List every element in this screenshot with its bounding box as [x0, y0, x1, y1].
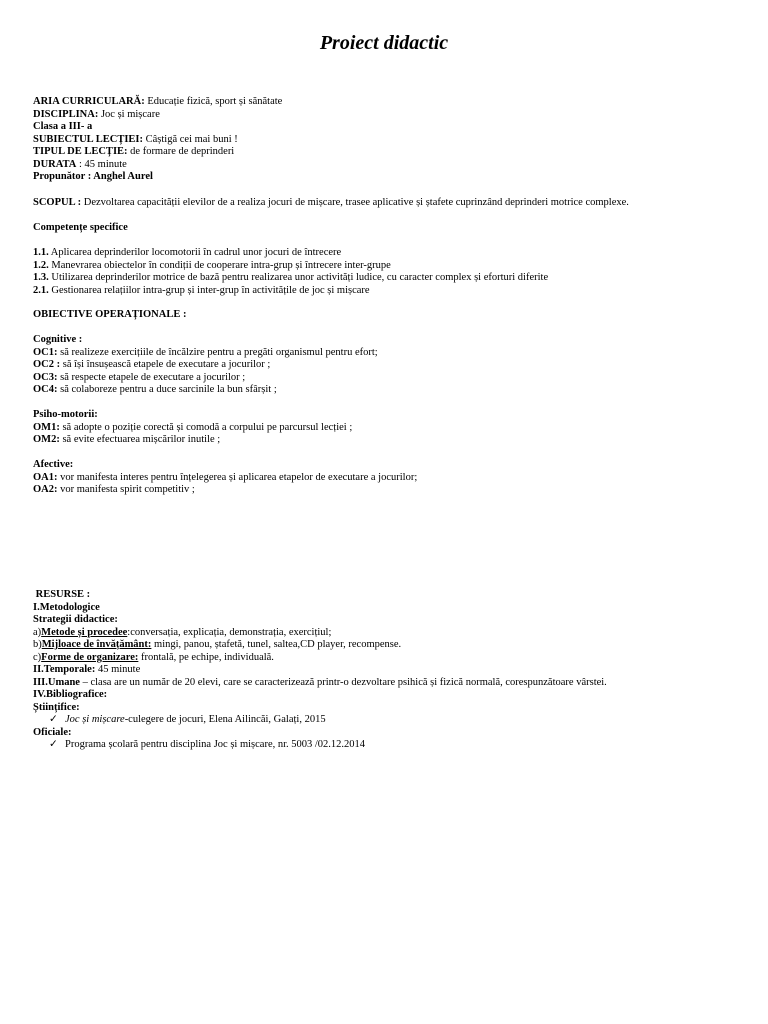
disciplina-line [33, 109, 733, 122]
obiective-block [33, 309, 733, 497]
metode-label: Metode și procedee [41, 626, 128, 638]
obiectiv-code: OA1: [33, 471, 58, 483]
subiect-line [33, 134, 733, 147]
competenta-text: Utilizarea deprinderilor motrice de bază pentru realizarea unor activități ludice, cu caracter complex și eforturi diferite [48, 272, 549, 283]
obiective-heading: OBIECTIVE OPERAȚIONALE : [33, 309, 187, 320]
competenta-item [33, 247, 733, 260]
resurse-heading: RESURSE : [33, 589, 91, 600]
checkmark-icon: ✓ [49, 714, 58, 725]
obiectiv-code: OC2 : [33, 359, 61, 370]
book-details: -culegere de jocuri, Elena Ailincăi, Galați, 2015 [124, 714, 326, 725]
forme-line [33, 652, 733, 665]
psiho-heading: Psiho-motorii: [33, 409, 98, 420]
competenta-code: 1.3. [33, 272, 49, 283]
list-prefix: b) [33, 639, 42, 650]
scopul-label: SCOPUL : [33, 197, 82, 208]
strategii-heading: Strategii didactice: [33, 614, 118, 625]
competenta-text: Manevrarea obiectelor în condiții de cooperare intra-grup și întrecere inter-grupe [48, 259, 391, 271]
obiectiv-text: să respecte etapele de executare a jocurilor ; [57, 371, 246, 383]
obiectiv-text: să colaboreze pentru a duce sarcinile la bun sfârșit ; [57, 384, 277, 395]
competente-block [33, 222, 733, 297]
subiect-label: SUBIECTUL LECȚIEI: [33, 133, 143, 145]
obiectiv-item [33, 384, 733, 397]
obiectiv-code: OC1: [33, 346, 58, 358]
page-title: Proiect didactic [319, 32, 449, 54]
stiintifice-item [33, 714, 733, 727]
list-prefix: a) [33, 626, 42, 638]
forme-value: frontală, pe echipe, individuală. [138, 651, 274, 663]
obiectiv-code: OM1: [33, 421, 60, 433]
obiectiv-text: să își însușească etapele de executare a jocurilor ; [60, 359, 271, 370]
obiectiv-code: OC4: [33, 384, 58, 395]
metodologice-heading: I.Metodologice [33, 601, 100, 613]
umane-line [33, 677, 733, 690]
obiectiv-code: OC3: [33, 371, 58, 383]
durata-value: : 45 minute [76, 158, 127, 170]
competenta-text: Aplicarea deprinderilor locomotorii în cadrul unor jocuri de întrecere [48, 247, 342, 258]
temporale-line [33, 664, 733, 677]
mijloace-label: Mijloace de învățământ: [41, 639, 152, 650]
header-block [33, 96, 733, 184]
tipul-line [33, 146, 733, 159]
mijloace-value: mingi, panou, ștafetă, tunel, saltea,CD player, recompense. [151, 639, 402, 650]
oficiale-heading: Oficiale: [33, 726, 72, 738]
obiectiv-text: vor manifesta interes pentru înțelegerea și aplicarea etapelor de executare a jocurilor; [57, 471, 418, 483]
obiectiv-text: vor manifesta spirit competitiv ; [57, 484, 195, 495]
durata-label: DURATA [33, 158, 77, 170]
checkmark-icon: ✓ [49, 739, 58, 750]
competenta-code: 1.2. [33, 259, 49, 271]
temporale-label: II.Temporale: [33, 664, 96, 675]
disciplina-label: DISCIPLINA: [33, 108, 99, 120]
competenta-item [33, 285, 733, 298]
competenta-text: Gestionarea relațiilor intra-grup și inter-grup în activitățile de joc și mișcare [48, 284, 370, 296]
obiectiv-item [33, 347, 733, 360]
oficiale-text: Programa școlară pentru disciplina Joc și mișcare, nr. 5003 /02.12.2014 [65, 739, 366, 750]
competente-heading: Competențe specifice [33, 222, 128, 233]
scopul-block [33, 197, 733, 210]
aria-line [33, 96, 733, 109]
bibliografie-heading: IV.Bibliografice: [33, 689, 108, 700]
obiectiv-text: să realizeze exercițiile de încălzire pentru a pregăti organismul pentru efort; [57, 346, 378, 358]
competenta-item [33, 272, 733, 285]
obiectiv-item [33, 372, 733, 385]
competenta-item [33, 260, 733, 273]
mijloace-line [33, 639, 733, 652]
obiectiv-text: să adopte o poziție corectă și comodă a corpului pe parcursul lecției ; [59, 421, 353, 433]
obiectiv-code: OM2: [33, 434, 60, 445]
obiectiv-item [33, 422, 733, 435]
cognitive-heading: Cognitive : [33, 334, 83, 345]
clasa-line: Clasa a III- a [33, 121, 93, 132]
competenta-code: 1.1. [33, 247, 49, 258]
competenta-code: 2.1. [33, 284, 49, 296]
book-title: Joc și mișcare [65, 714, 125, 725]
obiectiv-item [33, 434, 733, 447]
durata-line [33, 159, 733, 172]
obiectiv-item [33, 472, 733, 485]
metode-line [33, 627, 733, 640]
umane-label: III.Umane [33, 676, 80, 688]
obiectiv-item [33, 484, 733, 497]
obiectiv-text: să evite efectuarea mișcărilor inutile ; [59, 434, 221, 445]
subiect-value: Câștigă cei mai buni ! [143, 133, 238, 145]
metode-value: :conversația, explicația, demonstrația, exercițiul; [127, 626, 332, 638]
aria-value: Educație fizică, sport și sănătate [144, 96, 283, 107]
tipul-value: de formare de deprinderi [127, 146, 235, 157]
forme-label: Forme de organizare: [41, 651, 139, 663]
umane-value: – clasa are un număr de 20 elevi, care se caracterizează printr-o dezvoltare psihică și fizică normală, corespunzătoare vârstei. [79, 676, 607, 688]
scopul-value: Dezvoltarea capacității elevilor de a realiza jocuri de mișcare, trasee aplicative și ștafete cuprinzând deprinderi motrice complexe. [81, 197, 629, 208]
obiectiv-code: OA2: [33, 484, 58, 495]
afective-heading: Afective: [33, 459, 74, 470]
resurse-block [33, 589, 733, 752]
tipul-label: TIPUL DE LECȚIE: [33, 146, 128, 157]
scopul-line [33, 197, 733, 210]
disciplina-value: Joc și mișcare [98, 108, 160, 120]
propunator-line: Propunător : Anghel Aurel [33, 171, 153, 182]
oficiale-item [33, 739, 733, 752]
stiintifice-heading: Științifice: [33, 701, 80, 713]
temporale-value: 45 minute [95, 664, 141, 675]
aria-label: ARIA CURRICULARĂ: [33, 96, 145, 107]
obiectiv-item [33, 359, 733, 372]
list-prefix: c) [33, 651, 42, 663]
